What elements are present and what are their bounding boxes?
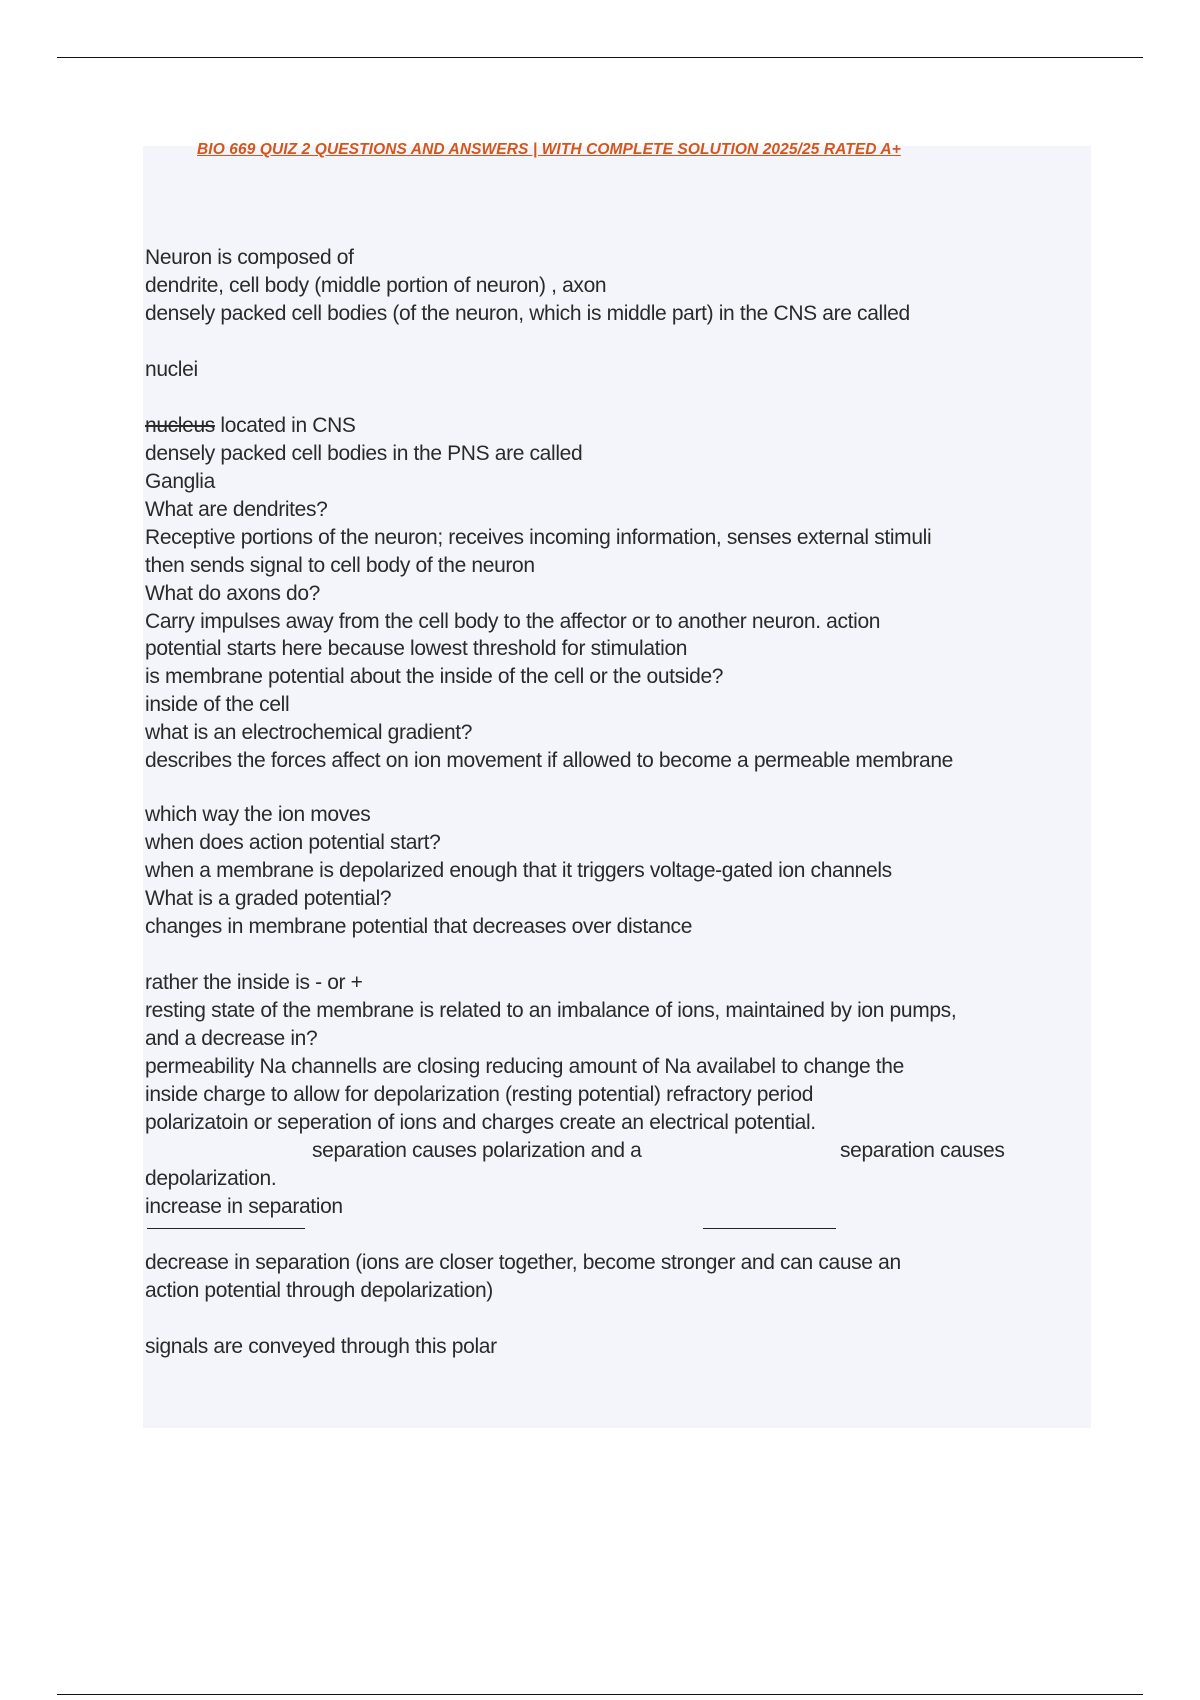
content-panel [143,146,1091,1428]
text-line: Ganglia [145,470,215,493]
answer-blank-right [703,1228,836,1229]
text-line: decrease in separation (ions are closer together, become stronger and can cause an [145,1251,901,1274]
text-line: changes in membrane potential that decreases over distance [145,915,693,938]
text-line: then sends signal to cell body of the neuron [145,554,535,577]
text-line: potential starts here because lowest threshold for stimulation [145,637,688,660]
text-line: depolarization. [145,1167,277,1190]
text-line: when does action potential start? [145,831,441,854]
text-line: densely packed cell bodies in the PNS are called [145,442,583,465]
text-line: dendrite, cell body (middle portion of neuron) , axon [145,274,607,297]
text-line: when a membrane is depolarized enough that it triggers voltage-gated ion channels [145,859,892,882]
text-line: inside charge to allow for depolarization (resting potential) refractory period [145,1083,814,1106]
text-line: What are dendrites? [145,498,328,521]
top-rule [57,57,1143,58]
text-line: and a decrease in? [145,1027,318,1050]
text-line: polarizatoin or seperation of ions and charges create an electrical potential. [145,1111,816,1134]
text-line: is membrane potential about the inside of the cell or the outside? [145,665,724,688]
text-line: what is an electrochemical gradient? [145,721,473,744]
text-line: Carry impulses away from the cell body to the affector or to another neuron. action [145,610,881,633]
text-line: densely packed cell bodies (of the neuron, which is middle part) in the CNS are called [145,302,910,325]
text-line: increase in separation [145,1195,343,1218]
text-line [145,413,356,439]
bottom-rule [57,1694,1143,1695]
text-line: Neuron is composed of [145,246,354,269]
text-line: What do axons do? [145,582,321,605]
document-title: BIO 669 QUIZ 2 QUESTIONS AND ANSWERS | WITH COMPLETE SOLUTION 2025/25 RATED A+ [197,141,901,158]
answer-blank-left [147,1228,305,1229]
text-line: Receptive portions of the neuron; receives incoming information, senses external stimuli [145,526,932,549]
text-line: permeability Na channells are closing reducing amount of Na availabel to change the [145,1055,904,1078]
text-line: separation causes [840,1139,1005,1162]
text-line: What is a graded potential? [145,887,392,910]
text-line: signals are conveyed through this polar [145,1335,497,1358]
text-line: separation causes polarization and a [312,1139,642,1162]
text-line: resting state of the membrane is related to an imbalance of ions, maintained by ion pumps, [145,999,957,1022]
text-line: nuclei [145,358,198,381]
text-line: describes the forces affect on ion movement if allowed to become a permeable membrane [145,749,953,772]
text-line: which way the ion moves [145,803,371,826]
text-line: rather the inside is - or + [145,971,363,994]
text-line: action potential through depolarization) [145,1279,493,1302]
text-line: inside of the cell [145,693,290,716]
struck-word: nucleus [145,414,215,437]
text-fragment: located in CNS [214,414,356,437]
